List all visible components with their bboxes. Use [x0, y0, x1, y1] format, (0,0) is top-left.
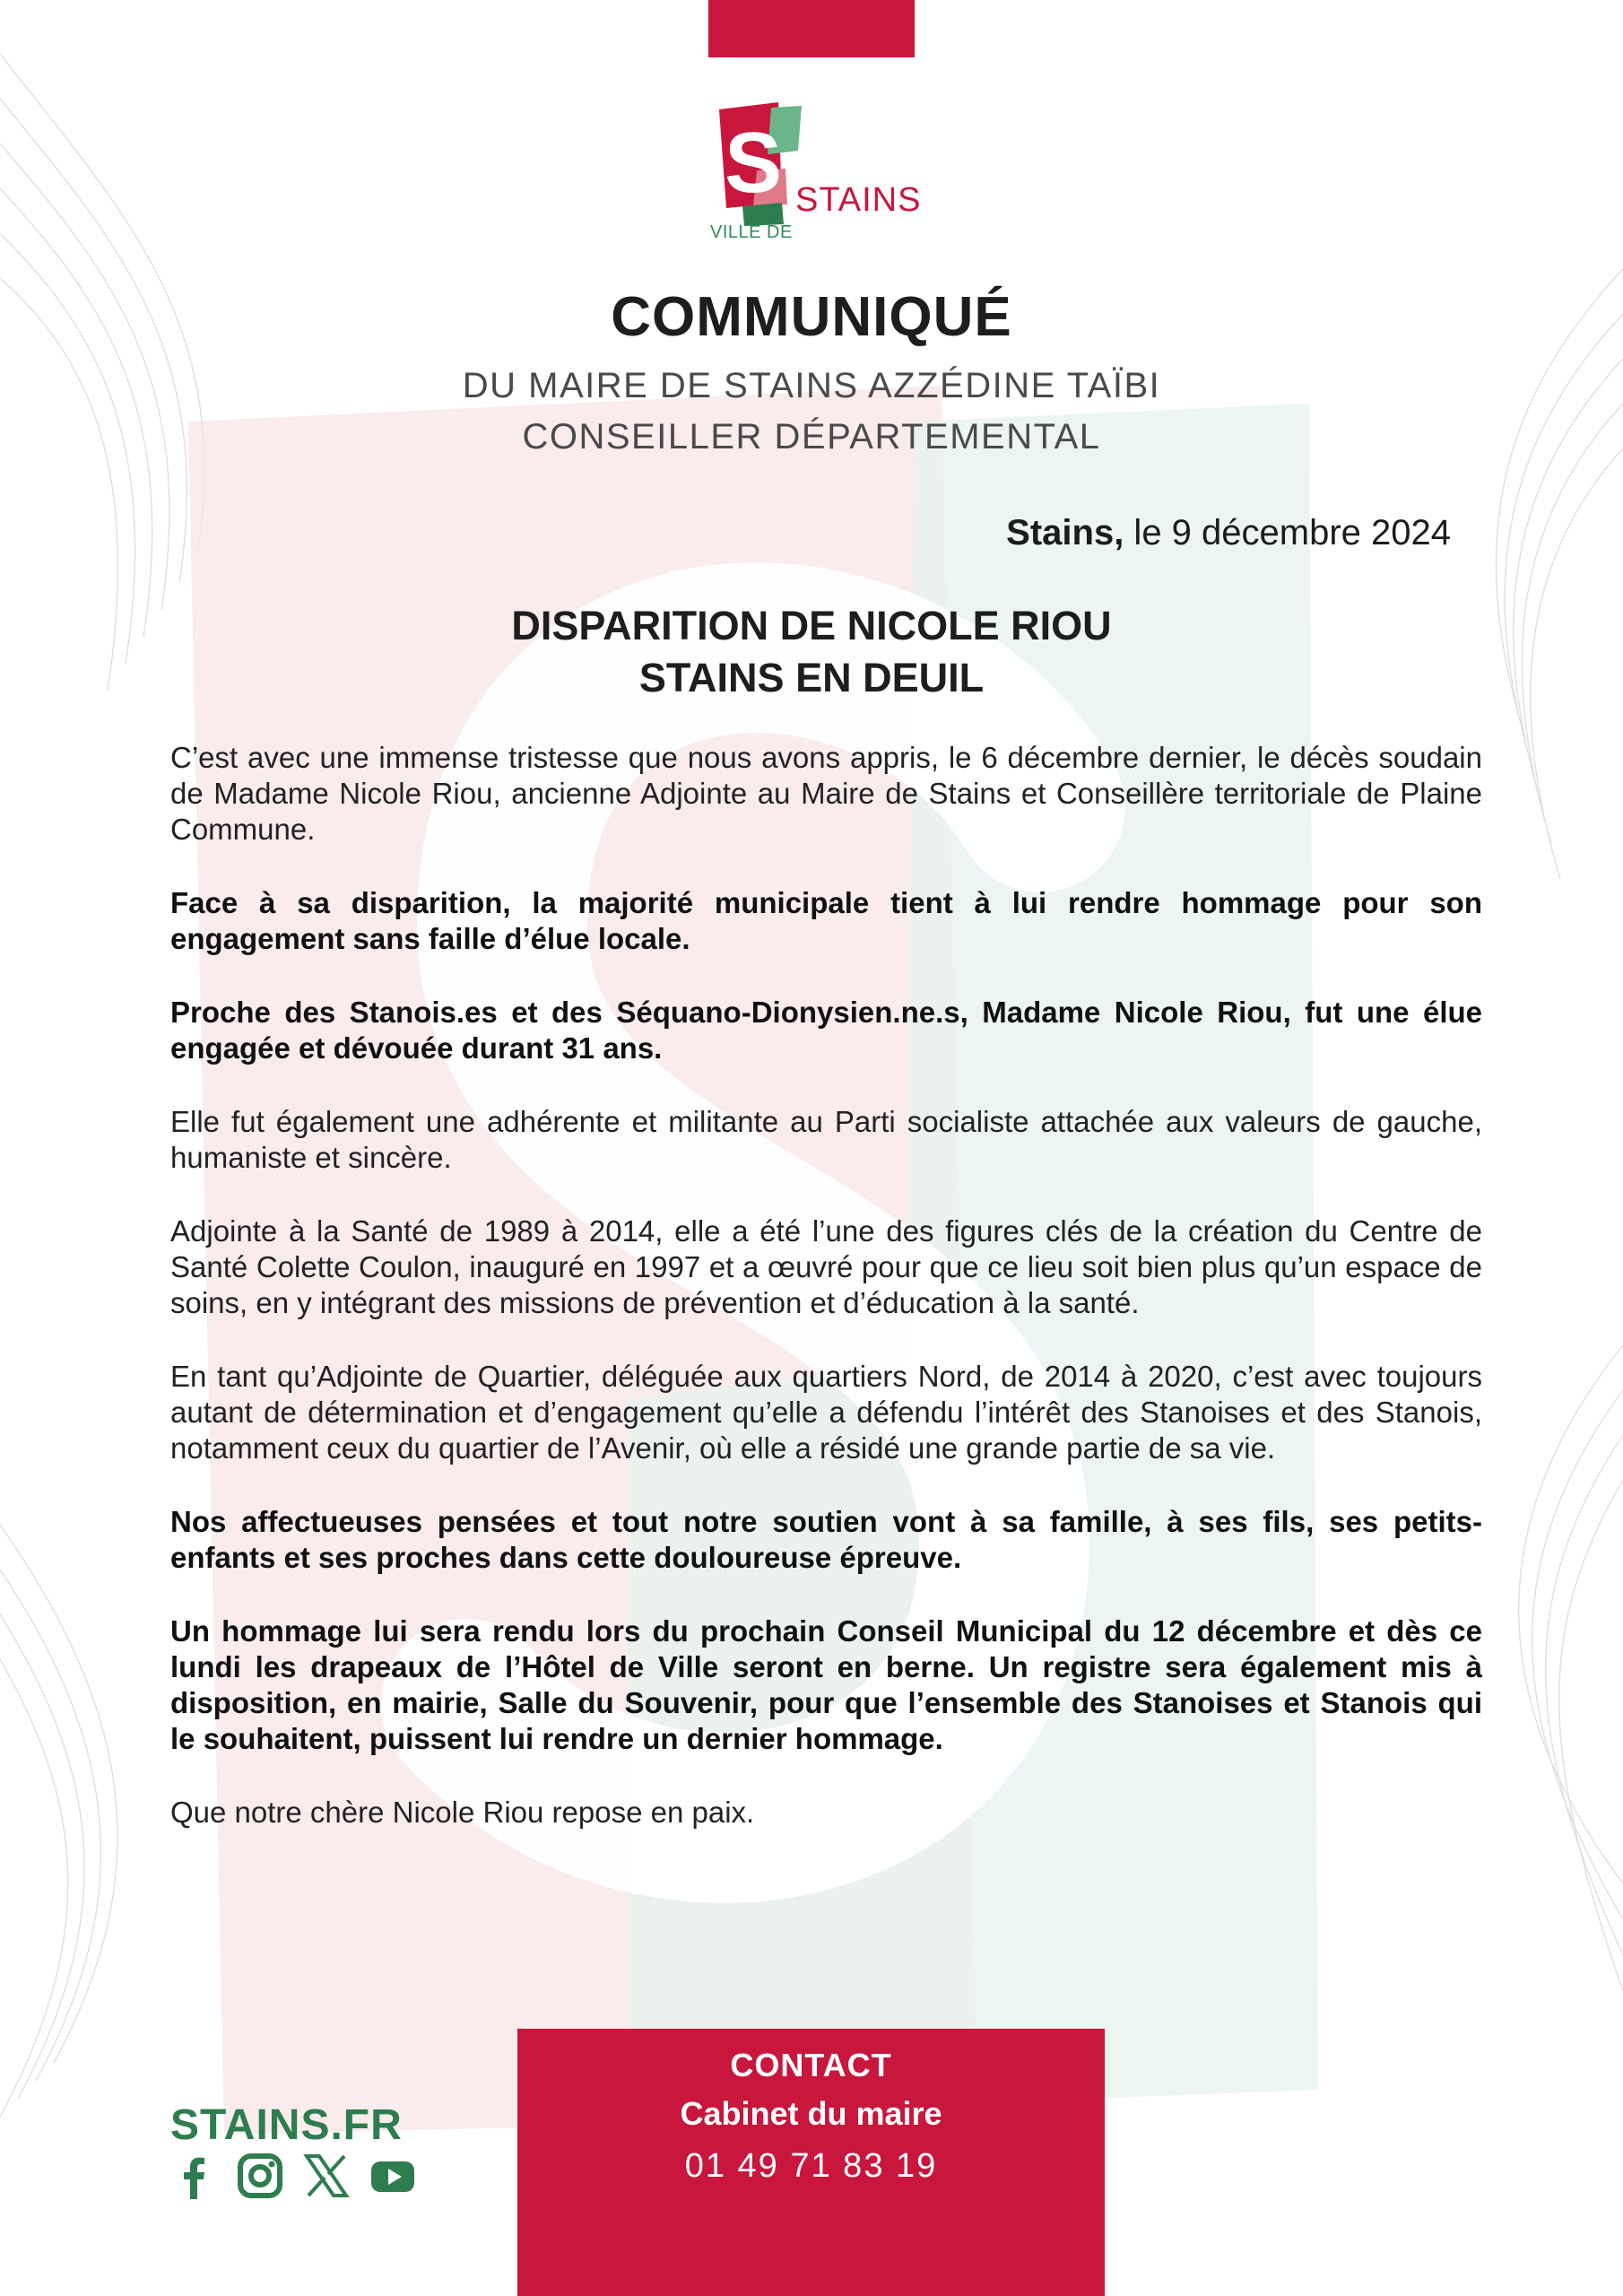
document-date: [1006, 513, 1451, 553]
document-title: COMMUNIQUÉ: [611, 286, 1012, 348]
paragraph: Elle fut également une adhérente et militante au Parti socialiste attachée aux valeurs de gauche, humaniste et sincère.: [170, 1105, 1482, 1174]
paragraph: En tant qu’Adjointe de Quartier, déléguée aux quartiers Nord, de 2014 à 2020, c’est avec toujours autant de détermination et d’engagement qu’elle a défendu l’intérêt des Stanoises et des Stanois, notamment ceux du quartier de l’Avenir, où elle a résidé une grande partie de sa vie.: [170, 1360, 1482, 1465]
document-subtitle-line1: DU MAIRE DE STAINS AZZÉDINE TAÏBI: [462, 366, 1161, 405]
paragraph-bold: Un hommage lui sera rendu lors du prochain Conseil Municipal du 12 décembre et dès ce lundi les drapeaux de l’Hôtel de Ville seront en berne. Un registre sera également mis à disposition, en mairie, Salle du Souvenir, pour que l’ensemble des Stanoises et Stanois qui le souhaitent, puissent lui rendre un dernier hommage.: [170, 1614, 1482, 1755]
headline-line1: DISPARITION DE NICOLE RIOU: [511, 603, 1112, 648]
instagram-icon[interactable]: [237, 2152, 283, 2199]
logo-stains-text: STAINS: [795, 181, 922, 219]
date-place: Stains,: [1006, 513, 1124, 552]
document-subtitle-line2: CONSEILLER DÉPARTEMENTAL: [522, 417, 1101, 457]
contact-title: CONTACT: [730, 2047, 892, 2083]
top-accent-bar: [708, 0, 915, 57]
paragraph-bold: Proche des Stanois.es et des Séquano-Dionysien.ne.s, Madame Nicole Riou, fut une élue engagée et dévouée durant 31 ans.: [170, 996, 1482, 1065]
paragraph-bold: Nos affectueuses pensées et tout notre soutien vont à sa famille, à ses fils, ses petits-enfants et ses proches dans cette douloureuse épreuve.: [170, 1505, 1482, 1574]
communique-body: [170, 740, 1482, 1868]
facebook-icon[interactable]: [170, 2152, 217, 2199]
contact-phone[interactable]: 01 49 71 83 19: [684, 2147, 938, 2185]
date-text: le 9 décembre 2024: [1124, 513, 1451, 552]
x-icon[interactable]: [303, 2152, 350, 2199]
logo-ville-de-text: VILLE DE: [710, 222, 793, 242]
stains-logo: [699, 99, 924, 251]
svg-text:S: S: [725, 115, 783, 211]
headline-line2: STAINS EN DEUIL: [638, 655, 985, 700]
website-link[interactable]: STAINS.FR: [170, 2101, 403, 2149]
youtube-icon[interactable]: [369, 2152, 416, 2199]
contact-box: [517, 2029, 1105, 2296]
paragraph: C’est avec une immense tristesse que nous avons appris, le 6 décembre dernier, le décès soudain de Madame Nicole Riou, ancienne Adjointe au Maire de Stains et Conseillère territoriale de Plaine Commune.: [170, 741, 1482, 846]
paragraph: Adjointe à la Santé de 1989 à 2014, elle a été l’une des figures clés de la création du Centre de Santé Colette Coulon, inauguré en 1997 et a œuvré pour que ce lieu soit bien plus qu’un espace de soins, en y intégrant des missions de prévention et d’éducation à la santé.: [170, 1214, 1482, 1319]
paragraph: Que notre chère Nicole Riou repose en paix.: [170, 1796, 755, 1829]
paragraph-bold: Face à sa disparition, la majorité municipale tient à lui rendre hommage pour son engagement sans faille d’élue locale.: [170, 886, 1482, 955]
contact-subtitle: Cabinet du maire: [680, 2095, 942, 2132]
social-links: [170, 2152, 416, 2199]
